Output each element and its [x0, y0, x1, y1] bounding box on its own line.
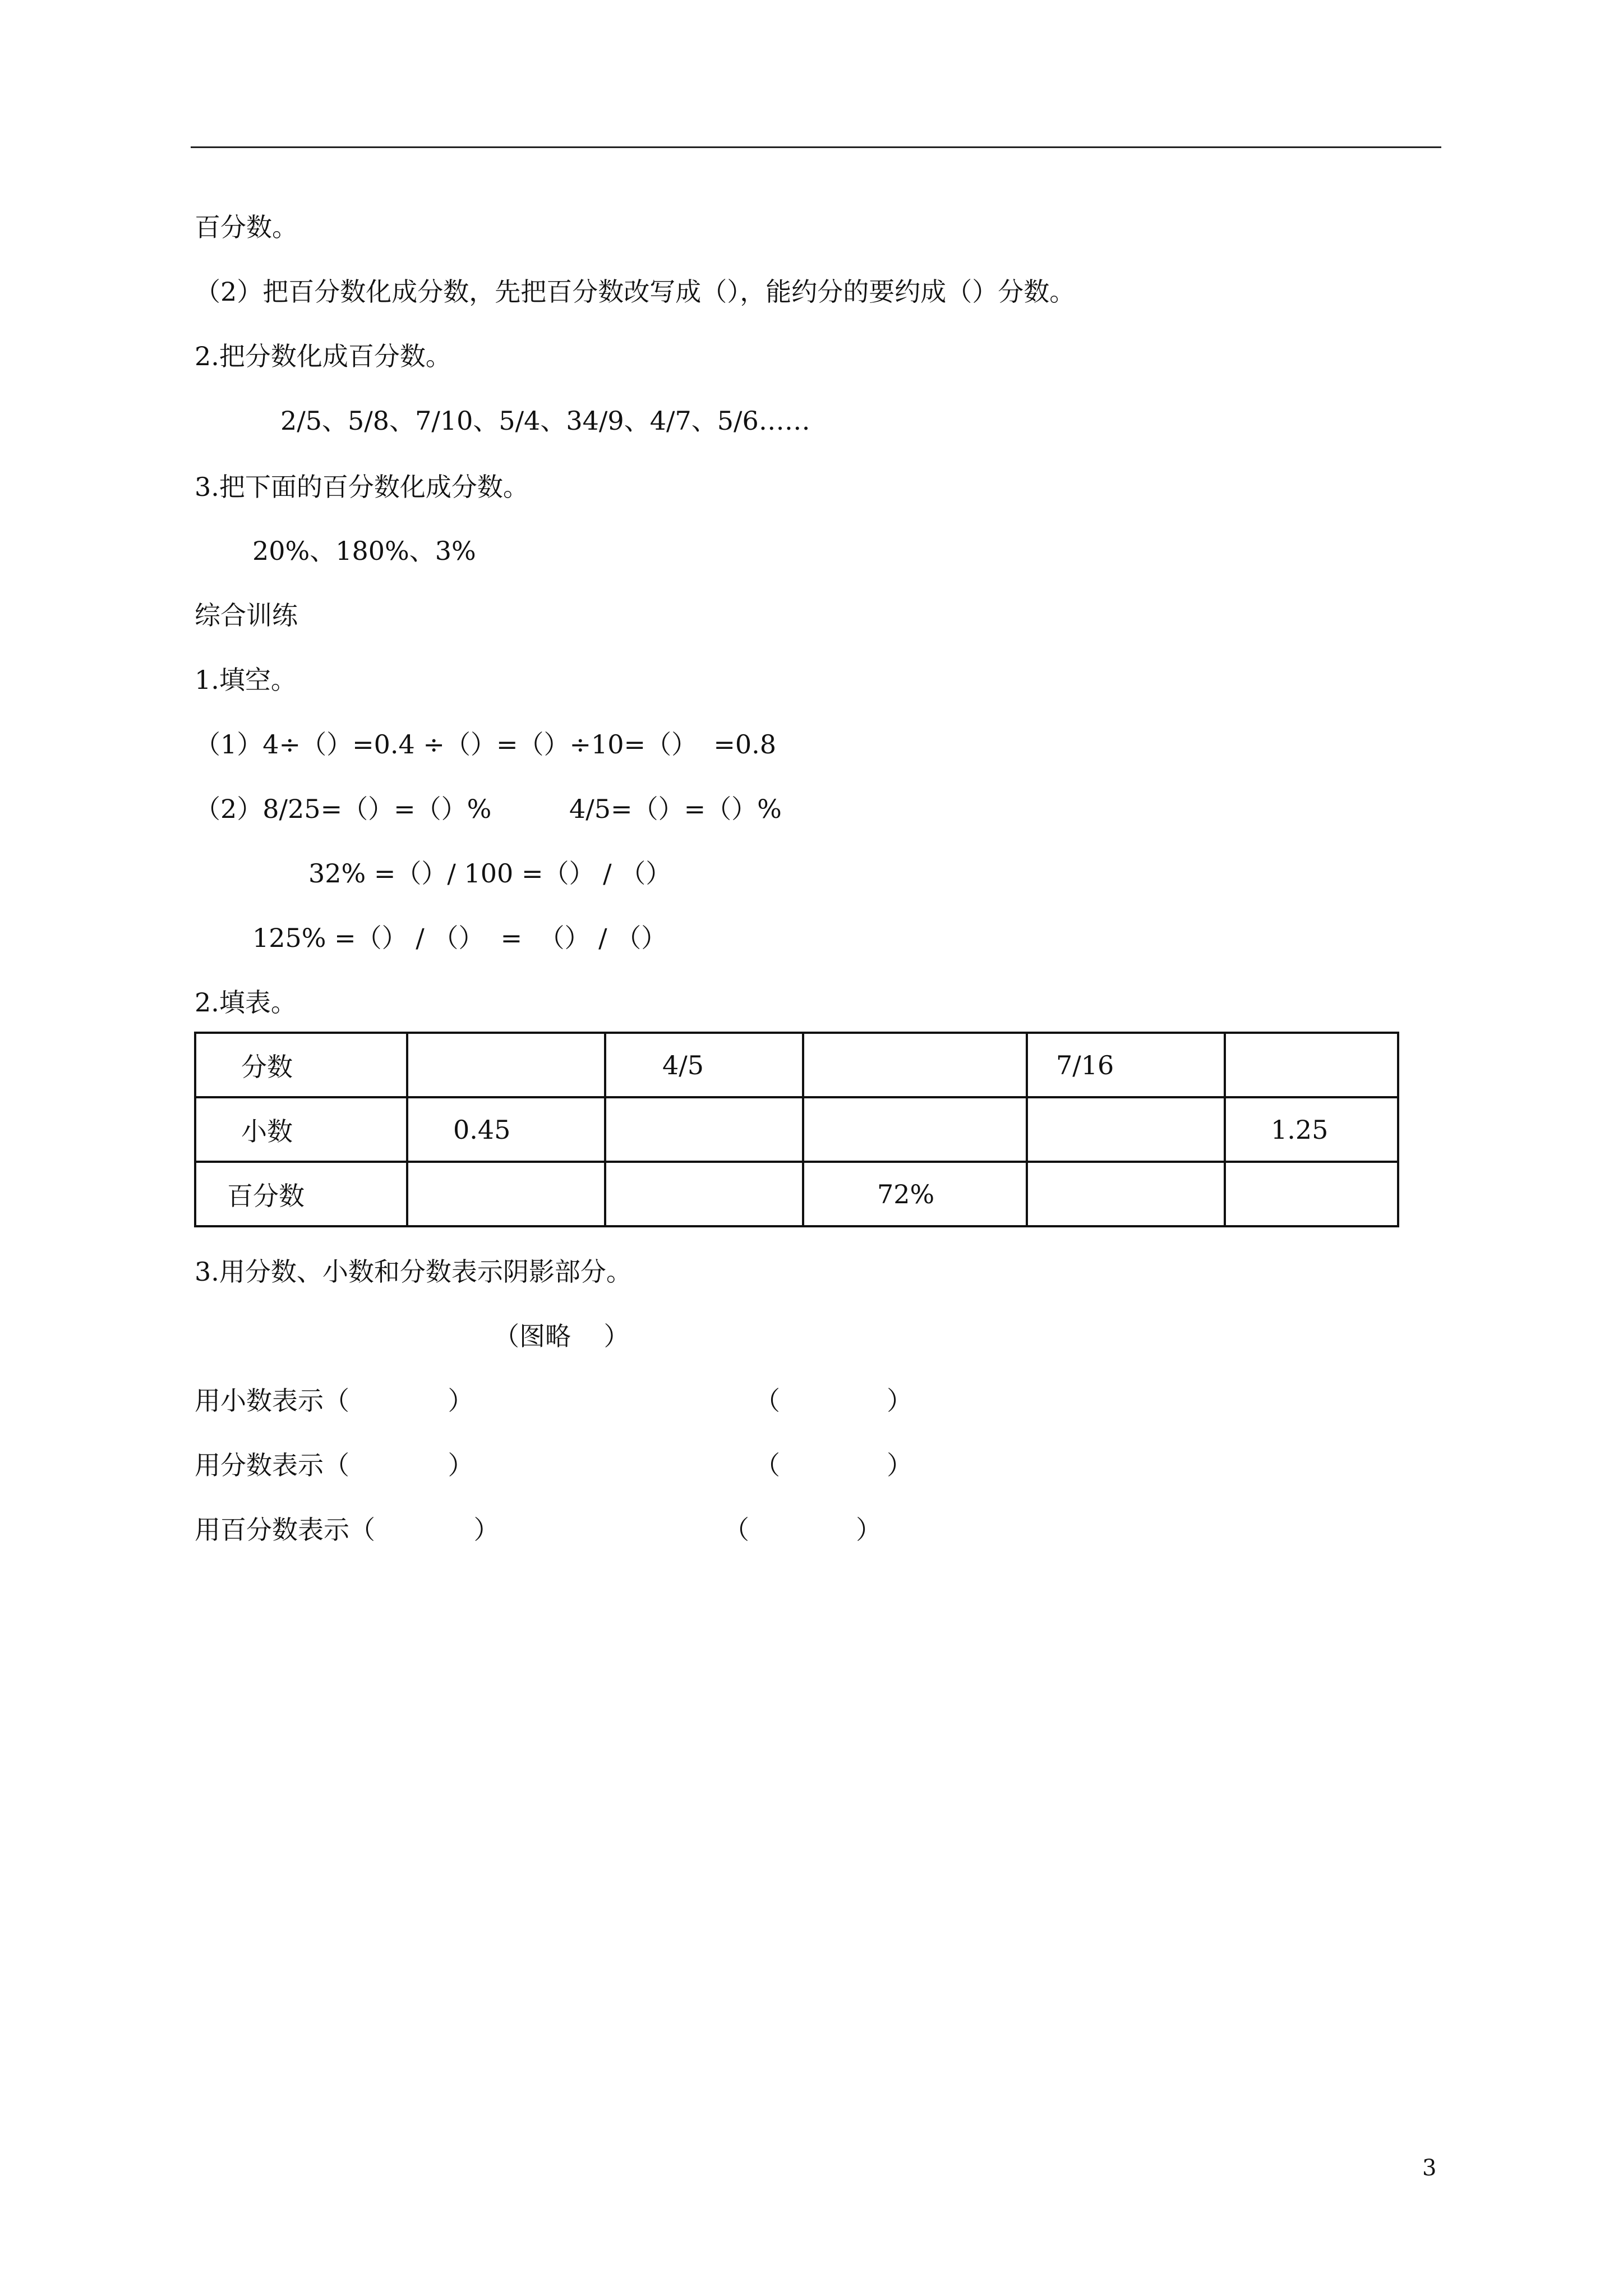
percent-list: 20%、180%、3% — [252, 536, 476, 566]
table-cell — [407, 1162, 605, 1226]
text-line: （2）把百分数化成分数，先把百分数改写成（），能约分的要约成（）分数。 — [195, 277, 1076, 307]
table-cell — [605, 1097, 803, 1162]
table-cell — [407, 1033, 605, 1097]
row-header: 分数 — [195, 1033, 407, 1097]
text-line: 2.填表。 — [195, 987, 297, 1018]
table-row — [195, 1162, 1398, 1226]
table-row — [195, 1097, 1398, 1162]
table-cell — [1225, 1162, 1398, 1226]
equation-line: 4/5=（）=（）% — [569, 794, 782, 824]
table-row — [195, 1033, 1398, 1097]
answer-blank: （ ） — [754, 1386, 913, 1416]
table-cell — [803, 1033, 1027, 1097]
answer-line: 用小数表示（ ） — [195, 1386, 474, 1416]
row-header: 小数 — [195, 1097, 407, 1162]
table-cell — [1027, 1162, 1225, 1226]
answer-line: 用百分数表示（ ） — [195, 1515, 500, 1545]
conversion-table — [194, 1032, 1399, 1227]
table-cell — [803, 1097, 1027, 1162]
table-cell: 0.45 — [407, 1097, 605, 1162]
table-cell — [1027, 1097, 1225, 1162]
table-cell: 1.25 — [1225, 1097, 1398, 1162]
text-line: 3.把下面的百分数化成分数。 — [195, 472, 529, 502]
figure-placeholder: （图略 ） — [494, 1321, 630, 1351]
table-cell — [605, 1162, 803, 1226]
table-cell: 7/16 — [1027, 1033, 1225, 1097]
table-cell: 72% — [803, 1162, 1027, 1226]
page-number: 3 — [1422, 2155, 1437, 2181]
table-cell: 4/5 — [605, 1033, 803, 1097]
answer-line: 用分数表示（ ） — [195, 1450, 474, 1480]
row-header: 百分数 — [195, 1162, 407, 1226]
table-cell — [1225, 1033, 1398, 1097]
equation-line: 32% =（）/ 100 =（） / （） — [308, 858, 672, 889]
equation-line: （2）8/25=（）=（）% — [195, 794, 492, 824]
answer-blank: （ ） — [723, 1515, 882, 1545]
answer-blank: （ ） — [754, 1450, 913, 1480]
equation-line: （1）4÷（）=0.4 ÷（）=（）÷10=（） =0.8 — [195, 729, 777, 760]
fraction-list: 2/5、5/8、7/10、5/4、34/9、4/7、5/6…… — [280, 406, 810, 436]
text-line: 3.用分数、小数和分数表示阴影部分。 — [195, 1257, 632, 1287]
text-line: 1.填空。 — [195, 665, 297, 695]
section-title: 综合训练 — [195, 600, 298, 631]
equation-line: 125% =（） / （） = （） / （） — [252, 923, 667, 953]
text-line: 2.把分数化成百分数。 — [195, 341, 451, 371]
header-rule — [191, 146, 1441, 148]
text-line: 百分数。 — [195, 212, 298, 242]
